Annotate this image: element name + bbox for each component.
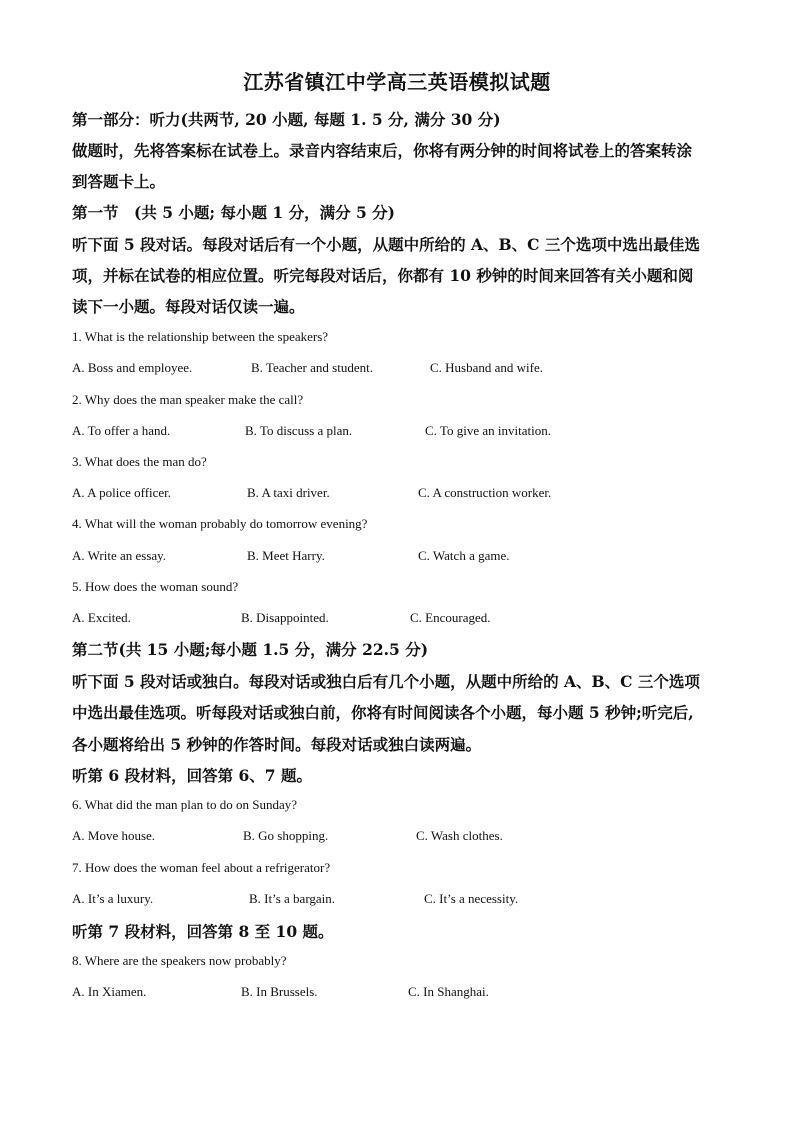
section2-instruction-line-1: 听下面 5 段对话或独白。每段对话或独白后有几个小题，从题中所给的 A、B、C 三个选项	[72, 672, 700, 691]
part1-instruction-line-1: 做题时，先将答案标在试卷上。录音内容结束后，你将有两分钟的时间将试卷上的答案转涂	[72, 141, 693, 160]
material-6-heading: 听第 6 段材料，回答第 6、7 题。	[72, 766, 312, 785]
question-3-stem: 3. What does the man do?	[72, 454, 207, 469]
exam-title: 江苏省镇江中学高三英语模拟试题	[243, 70, 551, 94]
question-3-option-b: B. A taxi driver.	[247, 485, 330, 500]
question-3-option-c: C. A construction worker.	[418, 485, 552, 500]
question-5-option-a: A. Excited.	[72, 610, 131, 625]
question-1-stem: 1. What is the relationship between the speakers?	[72, 329, 329, 344]
question-4-option-c: C. Watch a game.	[418, 548, 510, 563]
question-2-option-b: B. To discuss a plan.	[245, 423, 353, 438]
question-7-option-a: A. It’s a luxury.	[72, 891, 154, 906]
question-7-option-c: C. It’s a necessity.	[424, 891, 519, 906]
question-7-option-b: B. It’s a bargain.	[249, 891, 336, 906]
section1-instruction-line-2: 项，并标在试卷的相应位置。听完每段对话后，你都有 10 秒钟的时间来回答有关小题和阅	[72, 266, 694, 285]
question-5-stem: 5. How does the woman sound?	[72, 579, 239, 594]
question-1-option-c: C. Husband and wife.	[430, 360, 544, 375]
section2-heading: 第二节(共 15 小题;每小题 1.5 分，满分 22.5 分)	[72, 640, 429, 659]
question-8-option-b: B. In Brussels.	[241, 984, 318, 999]
question-4-option-b: B. Meet Harry.	[247, 548, 325, 563]
question-3-option-a: A. A police officer.	[72, 485, 172, 500]
section1-instruction-line-1: 听下面 5 段对话。每段对话后有一个小题，从题中所给的 A、B、C 三个选项中选出最佳选	[72, 235, 700, 254]
question-6-option-c: C. Wash clothes.	[416, 828, 503, 843]
question-2-option-c: C. To give an invitation.	[425, 423, 551, 438]
question-8-option-a: A. In Xiamen.	[72, 984, 147, 999]
question-8-option-c: C. In Shanghai.	[408, 984, 489, 999]
question-7-stem: 7. How does the woman feel about a refrigerator?	[72, 860, 331, 875]
question-2-option-a: A. To offer a hand.	[72, 423, 171, 438]
part1-instruction-line-2: 到答题卡上。	[72, 172, 166, 191]
material-7-heading: 听第 7 段材料，回答第 8 至 10 题。	[72, 922, 334, 941]
question-6-stem: 6. What did the man plan to do on Sunday?	[72, 797, 298, 812]
question-6-option-a: A. Move house.	[72, 828, 156, 843]
section1-instruction-line-3: 读下一小题。每段对话仅读一遍。	[72, 297, 305, 316]
question-1-option-a: A. Boss and employee.	[72, 360, 193, 375]
question-6-option-b: B. Go shopping.	[243, 828, 329, 843]
question-5-option-b: B. Disappointed.	[241, 610, 329, 625]
section2-instruction-line-2: 中选出最佳选项。听每段对话或独白前，你将有时间阅读各个小题，每小题 5 秒钟;听完后,	[72, 703, 694, 722]
question-1-option-b: B. Teacher and student.	[251, 360, 373, 375]
question-4-stem: 4. What will the woman probably do tomorrow evening?	[72, 516, 368, 531]
question-5-option-c: C. Encouraged.	[410, 610, 491, 625]
question-8-stem: 8. Where are the speakers now probably?	[72, 953, 287, 968]
part1-heading: 第一部分：听力(共两节, 20 小题, 每题 1. 5 分, 满分 30 分)	[72, 110, 501, 129]
question-4-option-a: A. Write an essay.	[72, 548, 167, 563]
section2-instruction-line-3: 各小题将给出 5 秒钟的作答时间。每段对话或独白读两遍。	[72, 735, 482, 754]
question-2-stem: 2. Why does the man speaker make the call?	[72, 392, 304, 407]
section1-heading: 第一节 (共 5 小题; 每小题 1 分，满分 5 分)	[72, 203, 396, 222]
